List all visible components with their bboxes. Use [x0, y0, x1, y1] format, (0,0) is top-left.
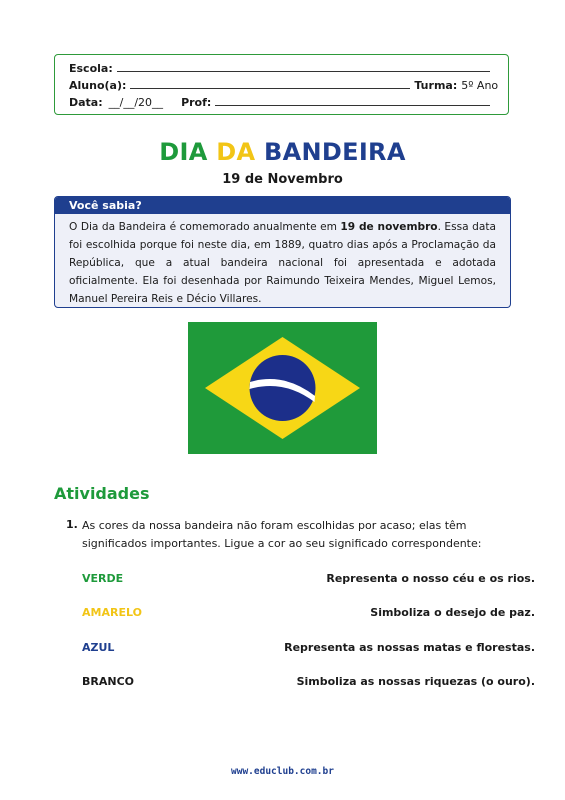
brazil-flag	[188, 322, 377, 454]
did-you-know-box	[54, 196, 511, 308]
school-row	[69, 59, 494, 75]
meaning-2[interactable]: Simboliza o desejo de paz.	[370, 606, 535, 619]
color-label-green[interactable]: VERDE	[82, 572, 124, 585]
title-part-2: DA	[216, 138, 256, 166]
meaning-3[interactable]: Representa as nossas matas e florestas.	[284, 641, 535, 654]
question-number: 1.	[66, 518, 78, 531]
info-highlight: 19 de novembro	[340, 221, 438, 233]
page-title	[0, 138, 565, 166]
did-you-know-text	[55, 214, 510, 308]
flag-blue-globe	[250, 355, 316, 421]
info-text-before: O Dia da Bandeira é comemorado anualmente em	[69, 221, 341, 233]
school-label: Escola:	[69, 62, 113, 75]
question-text: As cores da nossa bandeira não foram escolhidas por acaso; elas têm significados importantes. Ligue a cor ao seu significado correspondente:	[82, 519, 482, 550]
meaning-4[interactable]: Simboliza as nossas riquezas (o ouro).	[296, 675, 535, 688]
page-subtitle: 19 de Novembro	[222, 172, 343, 187]
student-info-box	[54, 54, 509, 115]
footer-url[interactable]: www.educlub.com.br	[231, 766, 334, 777]
student-line[interactable]	[130, 87, 410, 89]
title-part-3: BANDEIRA	[264, 138, 406, 166]
school-line[interactable]	[117, 70, 490, 72]
color-label-blue[interactable]: AZUL	[82, 641, 115, 654]
student-label: Aluno(a):	[69, 79, 127, 92]
class-label: Turma:	[414, 79, 458, 92]
date-value: __/__/20__	[108, 96, 164, 109]
info-text-after: . Essa data foi escolhida porque foi neste dia, em 1889, quatro dias após a Proclamação da República, que a atual bandeira nacional foi apresentada e adotada oficialmente. Ela foi desenhada por Raimundo Teixeira Mendes, Miguel Lemos, Manuel Pereira Reis e Décio Villares.	[69, 221, 496, 305]
teacher-line[interactable]	[215, 104, 490, 106]
did-you-know-heading: Você sabia?	[55, 197, 510, 214]
color-label-white[interactable]: BRANCO	[82, 675, 134, 688]
brazil-flag-image	[188, 322, 377, 454]
student-row	[69, 76, 499, 92]
activities-title: Atividades	[54, 484, 150, 503]
color-label-yellow[interactable]: AMARELO	[82, 606, 142, 619]
teacher-label: Prof:	[181, 96, 212, 109]
meaning-1[interactable]: Representa o nosso céu e os rios.	[326, 572, 535, 585]
date-label: Data:	[69, 96, 103, 109]
title-part-1: DIA	[159, 138, 208, 166]
class-value: 5º Ano	[461, 79, 499, 92]
date-row	[69, 93, 494, 109]
